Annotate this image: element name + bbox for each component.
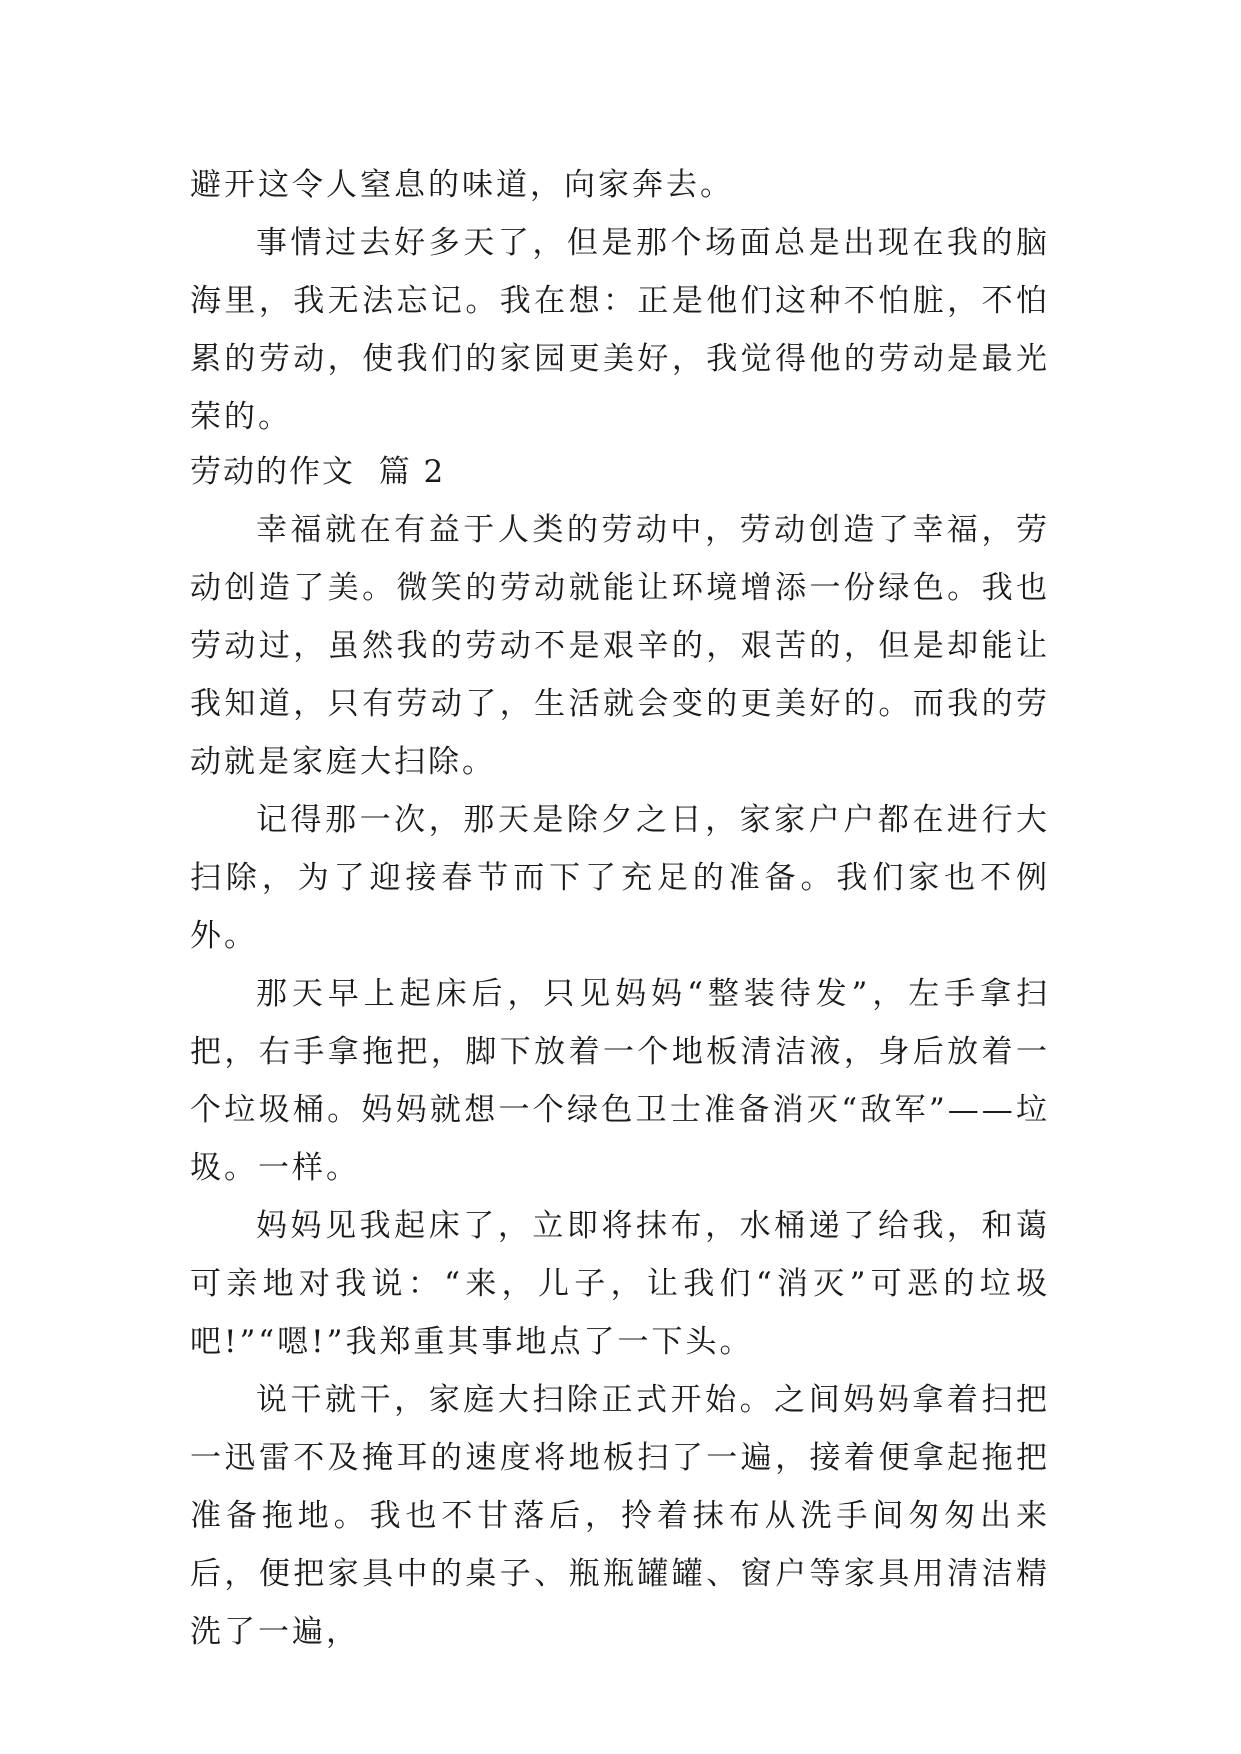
section-heading: 劳动的作文 篇 2 (190, 454, 446, 490)
previous-essay-ending (190, 156, 1050, 446)
essay-section-2 (190, 443, 1050, 1661)
paragraph: 避开这令人窒息的味道，向家奔去。 (190, 167, 734, 203)
paragraph: 说干就干，家庭大扫除正式开始。之间妈妈拿着扫把一迅雷不及掩耳的速度将地板扫了一遍，接着便拿起拖把准备拖地。我也不甘落后，拎着抹布从洗手间匆匆出来后，便把家具中的桌子、瓶瓶罐罐、窗户等家具用清洁精洗了一遍， (190, 1382, 1050, 1650)
paragraph: 记得那一次，那天是除夕之日，家家户户都在进行大扫除，为了迎接春节而下了充足的准备。我们家也不例外。 (190, 802, 1050, 954)
paragraph: 幸福就在有益于人类的劳动中，劳动创造了幸福，劳动创造了美。微笑的劳动就能让环境增添一份绿色。我也劳动过，虽然我的劳动不是艰辛的，艰苦的，但是却能让我知道，只有劳动了，生活就会变的更美好的。而我的劳动就是家庭大扫除。 (190, 512, 1050, 780)
paragraph: 妈妈见我起床了，立即将抹布，水桶递了给我，和蔼可亲地对我说：“来，儿子，让我们“消灭”可恶的垃圾吧!”“嗯!”我郑重其事地点了一下头。 (190, 1208, 1050, 1360)
paragraph: 那天早上起床后，只见妈妈“整装待发”，左手拿扫把，右手拿拖把，脚下放着一个地板清洁液，身后放着一个垃圾桶。妈妈就想一个绿色卫士准备消灭“敌军”——垃圾。一样。 (190, 976, 1050, 1186)
paragraph: 事情过去好多天了，但是那个场面总是出现在我的脑海里，我无法忘记。我在想：正是他们这种不怕脏，不怕累的劳动，使我们的家园更美好，我觉得他的劳动是最光荣的。 (190, 225, 1050, 435)
